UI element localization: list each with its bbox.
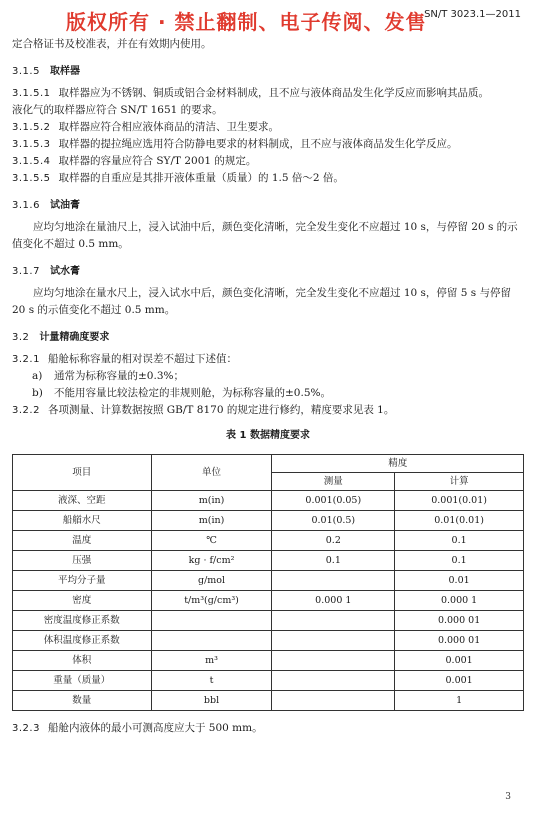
cell-measure	[272, 571, 395, 591]
section-3-1-7-text: 应均匀地涂在量水尺上，浸入试水中后，颜色变化清晰，完全发生变化不应超过 10 s，停留 5 s 与停留 20 s 的示值变化不超过 0.5 mm。	[12, 287, 512, 316]
list-marker: a)	[32, 370, 43, 382]
section-3-2-heading	[12, 329, 524, 346]
cell-measure	[272, 691, 395, 711]
cell-measure	[272, 631, 395, 651]
standard-code: SN/T 3023.1—2011	[424, 9, 521, 20]
table-row	[13, 611, 524, 631]
section-title: 计量精确度要求	[39, 332, 110, 343]
cell-calc: 0.001	[395, 651, 524, 671]
table-row	[13, 591, 524, 611]
clause-number: 3.1.5.2	[12, 122, 51, 133]
cell-unit: kg · f/cm²	[151, 551, 272, 571]
cell-calc: 0.1	[395, 551, 524, 571]
cell-measure: 0.2	[272, 531, 395, 551]
page-number: 3	[505, 792, 511, 802]
section-number: 3.2	[12, 332, 30, 343]
header-calc: 计算	[395, 473, 524, 491]
clause-number: 3.1.5.5	[12, 173, 51, 184]
clause-number: 3.1.5.4	[12, 156, 51, 167]
cell-calc: 0.001	[395, 671, 524, 691]
cell-calc: 0.000 01	[395, 611, 524, 631]
list-marker: b)	[32, 387, 43, 399]
cell-unit	[151, 611, 272, 631]
clause-text: 取样器应符合相应液体商品的清洁、卫生要求。	[58, 121, 279, 133]
precision-table	[12, 454, 524, 711]
clause-text: 船舱标称容量的相对误差不超过下述值：	[47, 353, 237, 365]
cell-item: 船艏水尺	[13, 511, 152, 531]
cell-measure: 0.01(0.5)	[272, 511, 395, 531]
clause-3-2-3	[12, 720, 524, 737]
clause-text: 取样器的容量应符合 SY/T 2001 的规定。	[58, 155, 257, 167]
cell-unit: ℃	[151, 531, 272, 551]
clause-text: 取样器应为不锈钢、铜质或铝合金材料制成，且不应与液体商品发生化学反应而影响其品质。	[58, 87, 489, 99]
section-3-1-5-heading	[12, 63, 524, 80]
table-row	[13, 571, 524, 591]
cell-item: 重量（质量）	[13, 671, 152, 691]
cell-unit	[151, 631, 272, 651]
cell-item: 压强	[13, 551, 152, 571]
cell-unit: t/m³(g/cm³)	[151, 591, 272, 611]
section-3-1-6-heading	[12, 197, 524, 214]
cell-item: 温度	[13, 531, 152, 551]
cell-unit: m(in)	[151, 491, 272, 511]
section-3-1-6-text: 应均匀地涂在量油尺上，浸入试油中后，颜色变化清晰，完全发生变化不应超过 10 s，与停留 20 s 的示值变化不超过 0.5 mm。	[12, 221, 518, 250]
cell-calc: 1	[395, 691, 524, 711]
section-title: 取样器	[49, 66, 80, 77]
table-body	[13, 491, 524, 711]
clause-3-1-5-1	[12, 85, 524, 102]
section-title: 试水膏	[49, 266, 80, 277]
cell-item: 体积温度修正系数	[13, 631, 152, 651]
list-text: 不能用容量比较法检定的非规则舱，为标称容量的±0.5%。	[54, 387, 331, 399]
clause-3-1-5-5	[12, 170, 524, 187]
cell-measure	[272, 651, 395, 671]
cell-calc: 0.000 1	[395, 591, 524, 611]
cell-measure	[272, 671, 395, 691]
cell-measure: 0.1	[272, 551, 395, 571]
clause-text: 取样器的提拉绳应选用符合防静电要求的材料制成，且不应与液体商品发生化学反应。	[58, 138, 458, 150]
cell-unit: m³	[151, 651, 272, 671]
header-precision: 精度	[272, 455, 524, 473]
cell-item: 液深、空距	[13, 491, 152, 511]
clause-3-2-2	[12, 402, 524, 419]
cell-item: 密度	[13, 591, 152, 611]
clause-number: 3.2.2	[12, 405, 40, 416]
table-row	[13, 511, 524, 531]
copyright-watermark: 版权所有 · 禁止翻制、电子传阅、发售	[66, 10, 427, 34]
cell-unit: g/mol	[151, 571, 272, 591]
cell-item: 体积	[13, 651, 152, 671]
cell-item: 数量	[13, 691, 152, 711]
header-item: 项目	[13, 455, 152, 491]
table-title: 表 1 数据精度要求	[226, 430, 310, 441]
table-row	[13, 491, 524, 511]
clause-3-1-5-2	[12, 119, 524, 136]
document-body	[12, 36, 524, 737]
cell-measure: 0.000 1	[272, 591, 395, 611]
list-item-a	[12, 368, 524, 385]
clause-number: 3.2.1	[12, 354, 40, 365]
table-row	[13, 671, 524, 691]
section-number: 3.1.5	[12, 66, 40, 77]
header-unit: 单位	[151, 455, 272, 491]
cell-calc: 0.000 01	[395, 631, 524, 651]
clause-text: 各项测量、计算数据按照 GB/T 8170 的规定进行修约，精度要求见表 1。	[47, 404, 395, 416]
table-row	[13, 551, 524, 571]
clause-number: 3.2.3	[12, 723, 40, 734]
cell-calc: 0.01	[395, 571, 524, 591]
cell-unit: bbl	[151, 691, 272, 711]
cell-item: 平均分子量	[13, 571, 152, 591]
section-title: 试油膏	[49, 200, 80, 211]
cell-item: 密度温度修正系数	[13, 611, 152, 631]
cell-calc: 0.1	[395, 531, 524, 551]
clause-3-1-5-3	[12, 136, 524, 153]
list-item-b	[12, 385, 524, 402]
section-number: 3.1.6	[12, 200, 40, 211]
cell-calc: 0.01(0.01)	[395, 511, 524, 531]
section-number: 3.1.7	[12, 266, 40, 277]
intro-line: 定合格证书及校准表，并在有效期内使用。	[12, 38, 212, 50]
clause-number: 3.1.5.3	[12, 139, 51, 150]
table-row	[13, 691, 524, 711]
cell-unit: m(in)	[151, 511, 272, 531]
table-row	[13, 651, 524, 671]
clause-3-1-5-4	[12, 153, 524, 170]
cell-measure: 0.001(0.05)	[272, 491, 395, 511]
cell-unit: t	[151, 671, 272, 691]
header-measure: 测量	[272, 473, 395, 491]
list-text: 通常为标称容量的±0.3%；	[54, 370, 184, 382]
cell-measure	[272, 611, 395, 631]
clause-text: 取样器的自重应是其排开液体重量（质量）的 1.5 倍～2 倍。	[58, 172, 344, 184]
section-3-1-7-heading	[12, 263, 524, 280]
cell-calc: 0.001(0.01)	[395, 491, 524, 511]
clause-text: 船舱内液体的最小可测高度应大于 500 mm。	[47, 722, 263, 734]
table-row	[13, 631, 524, 651]
clause-number: 3.1.5.1	[12, 88, 51, 99]
clause-3-2-1	[12, 351, 524, 368]
table-row	[13, 531, 524, 551]
clause-3-1-5-1-continued: 液化气的取样器应符合 SN/T 1651 的要求。	[12, 104, 223, 116]
